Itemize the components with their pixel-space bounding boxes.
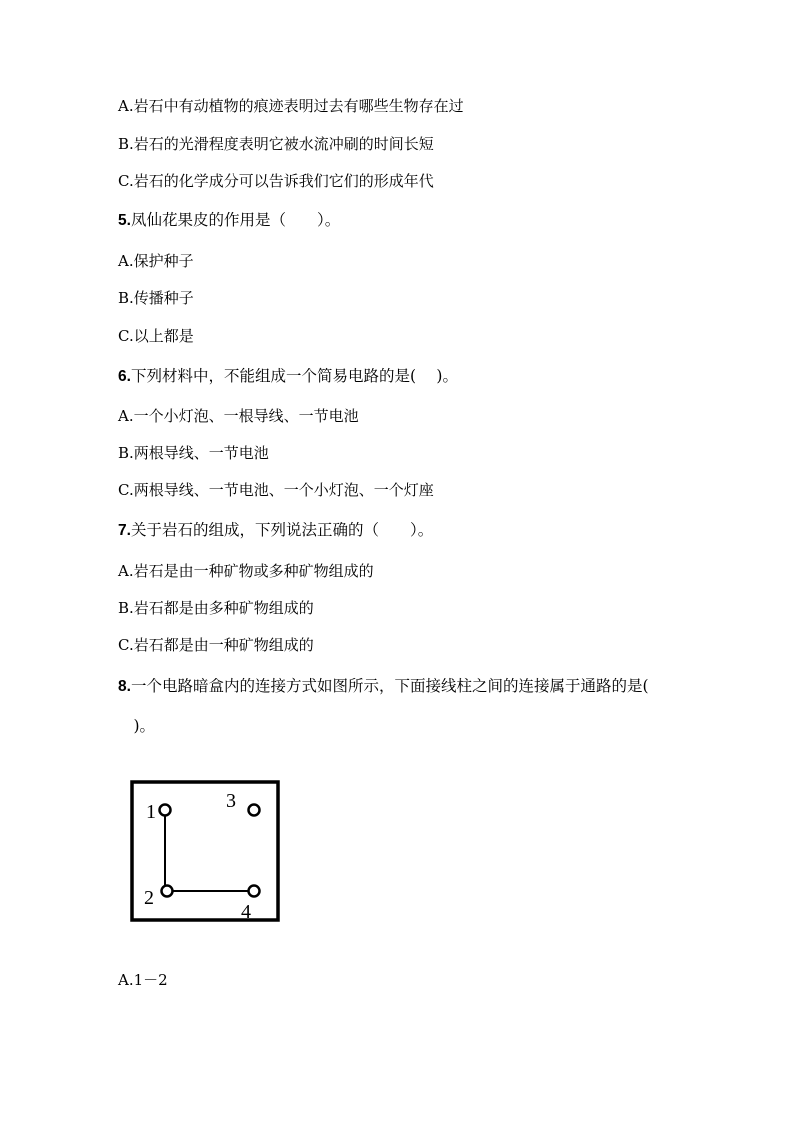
question-6 bbox=[118, 366, 458, 387]
terminal-label-4: 4 bbox=[241, 901, 251, 922]
option-a-q5: A.保护种子 bbox=[118, 252, 194, 270]
question-5 bbox=[118, 210, 340, 231]
option-a-q4: A.岩石中有动植物的痕迹表明过去有哪些生物存在过 bbox=[118, 97, 464, 115]
terminal-1 bbox=[160, 805, 171, 816]
option-c-q7: C.岩石都是由一种矿物组成的 bbox=[118, 636, 314, 654]
terminal-label-1: 1 bbox=[146, 801, 156, 823]
question-number: 7. bbox=[118, 522, 131, 539]
option-b-q5: B.传播种子 bbox=[118, 289, 194, 307]
question-number: 6. bbox=[118, 368, 131, 385]
question-8 bbox=[118, 676, 649, 697]
option-a-q7: A.岩石是由一种矿物或多种矿物组成的 bbox=[118, 562, 374, 580]
question-text: 一个电路暗盒内的连接方式如图所示，下面接线柱之间的连接属于通路的是( bbox=[130, 677, 649, 695]
question-text: 下列材料中，不能组成一个简易电路的是( )。 bbox=[130, 367, 458, 385]
terminal-2 bbox=[162, 886, 173, 897]
question-number: 8. bbox=[118, 678, 131, 695]
option-c-q5: C.以上都是 bbox=[118, 327, 194, 345]
question-text: 关于岩石的组成，下列说法正确的（ ）。 bbox=[130, 521, 434, 539]
option-a-q8: A.1－2 bbox=[118, 971, 168, 989]
question-text: 凤仙花果皮的作用是（ ）。 bbox=[130, 211, 341, 229]
option-c-q6: C.两根导线、一节电池、一个小灯泡、一个灯座 bbox=[118, 481, 434, 499]
terminal-label-3: 3 bbox=[226, 790, 236, 812]
terminal-3 bbox=[249, 805, 260, 816]
question-number: 5. bbox=[118, 212, 131, 229]
option-a-q6: A.一个小灯泡、一根导线、一节电池 bbox=[118, 407, 359, 425]
question-8-continuation: )。 bbox=[118, 717, 156, 735]
option-c-q4: C.岩石的化学成分可以告诉我们它们的形成年代 bbox=[118, 172, 434, 190]
option-b-q4: B.岩石的光滑程度表明它被水流冲刷的时间长短 bbox=[118, 135, 434, 153]
terminal-label-2: 2 bbox=[144, 887, 154, 909]
option-b-q7: B.岩石都是由多种矿物组成的 bbox=[118, 599, 314, 617]
circuit-box-diagram bbox=[130, 780, 280, 922]
terminal-4 bbox=[249, 886, 260, 897]
option-b-q6: B.两根导线、一节电池 bbox=[118, 444, 269, 462]
question-7 bbox=[118, 520, 433, 541]
